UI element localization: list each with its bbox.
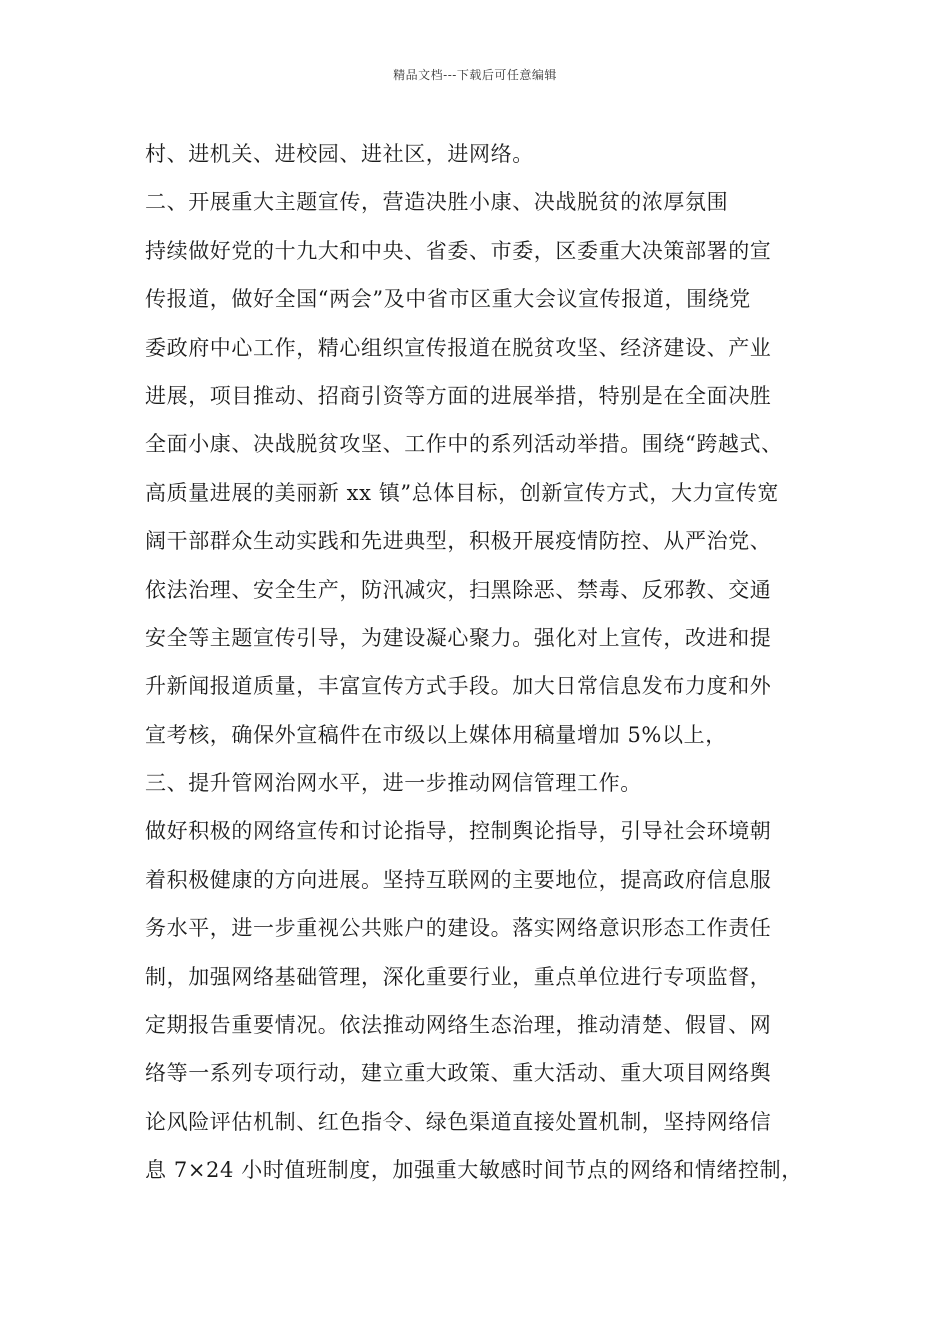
- text-line: 升新闻报道质量，丰富宣传方式手段。加大日常信息发布力度和外: [145, 674, 772, 699]
- text-line: 高质量进展的美丽新 xx 镇”总体目标，创新宣传方式，大力宣传宽: [145, 480, 779, 505]
- text-line: 宣考核，确保外宣稿件在市级以上媒体用稿量增加 5%以上，: [145, 722, 727, 747]
- text-line: 安全等主题宣传引导，为建设凝心聚力。强化对上宣传，改进和提: [145, 625, 772, 650]
- text-line: 持续做好党的十九大和中央、省委、市委，区委重大决策部署的宣: [145, 238, 772, 263]
- text-line: 做好积极的网络宣传和讨论指导，控制舆论指导，引导社会环境朝: [145, 819, 772, 844]
- text-line: 传报道，做好全国“两会”及中省市区重大会议宣传报道，围绕党: [145, 287, 751, 312]
- page-header: 精品文档---下载后可任意编辑: [393, 68, 557, 82]
- text-line: 制，加强网络基础管理，深化重要行业，重点单位进行专项监督，: [145, 964, 772, 989]
- text-line: 依法治理、安全生产，防汛减灾，扫黑除恶、禁毒、反邪教、交通: [145, 577, 772, 602]
- section-heading-3: 三、提升管网治网水平，进一步推动网信管理工作。: [145, 771, 642, 796]
- text-line: 村、进机关、进校园、进社区，进网络。: [145, 142, 534, 166]
- text-line: 着积极健康的方向进展。坚持互联网的主要地位，提高政府信息服: [145, 867, 772, 892]
- text-line: 进展，项目推动、招商引资等方面的进展举措，特别是在全面决胜: [145, 383, 772, 408]
- section-heading-2: 二、开展重大主题宣传，营造决胜小康、决战脱贫的浓厚氛围: [145, 190, 729, 215]
- text-line: 全面小康、决战脱贫攻坚、工作中的系列活动举措。围绕“跨越式、: [145, 432, 783, 457]
- document-body: [145, 130, 845, 1195]
- text-line: 定期报告重要情况。依法推动网络生态治理，推动清楚、假冒、网: [145, 1013, 772, 1038]
- text-line: 络等一系列专项行动，建立重大政策、重大活动、重大项目网络舆: [145, 1061, 772, 1086]
- text-line: 论风险评估机制、红色指令、绿色渠道直接处置机制，坚持网络信: [145, 1109, 772, 1134]
- text-line: 阔干部群众生动实践和先进典型，积极开展疫情防控、从严治党、: [145, 529, 772, 554]
- text-line: 务水平，进一步重视公共账户的建设。落实网络意识形态工作责任: [145, 916, 772, 941]
- text-line: 委政府中心工作，精心组织宣传报道在脱贫攻坚、经济建设、产业: [145, 335, 772, 360]
- text-line: 息 7×24 小时值班制度，加强重大敏感时间节点的网络和情绪控制，: [145, 1158, 803, 1183]
